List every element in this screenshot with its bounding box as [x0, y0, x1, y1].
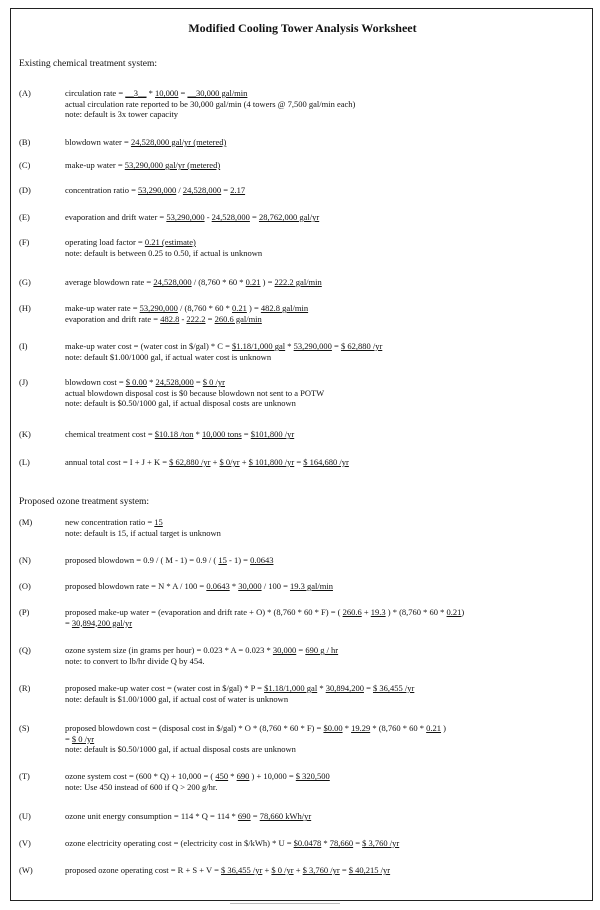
text-segment: / — [176, 185, 183, 195]
filled-value: 19.3 gal/min — [289, 581, 333, 591]
row-line — [65, 352, 585, 363]
text-segment: * — [146, 88, 156, 98]
filled-value: 690 g / hr — [305, 645, 339, 655]
text-segment: proposed blowdown cost = (disposal cost in $/gal) * O * (8,760 * 60 * F) = — [65, 723, 324, 733]
filled-value: 690 — [237, 811, 251, 821]
row-text — [65, 683, 585, 704]
worksheet-page — [10, 8, 593, 901]
filled-value: $1.18/1,000 gal — [264, 683, 318, 693]
filled-value: 19.29 — [351, 723, 371, 733]
row-line — [65, 237, 585, 248]
row-label: (S) — [19, 723, 30, 733]
filled-value: 0.21 (estimate) — [144, 237, 196, 247]
filled-value: 0.21 — [426, 723, 442, 733]
filled-value: $ 40,215 /yr — [348, 865, 391, 875]
filled-value: 53,290,000 — [139, 303, 178, 313]
row-line — [65, 618, 585, 629]
row-line — [65, 734, 585, 745]
row-line — [65, 341, 585, 352]
filled-value: $ 36,455 /yr — [372, 683, 415, 693]
filled-value: $1.18/1,000 gal — [232, 341, 286, 351]
text-segment: - — [204, 212, 212, 222]
text-segment: - 1) = — [226, 555, 251, 565]
section-proposed-heading: Proposed ozone treatment system: — [19, 497, 150, 507]
filled-value: 53,290,000 — [166, 212, 205, 222]
row-line — [65, 377, 585, 388]
text-segment: actual blowdown disposal cost is $0 because blowdown not sent to a POTW — [65, 387, 325, 398]
row-label: (O) — [19, 581, 31, 591]
text-segment: / (8,760 * 60 * — [191, 277, 246, 287]
row-text — [65, 811, 585, 822]
row-line — [65, 744, 585, 755]
row-text — [65, 581, 585, 592]
text-segment: = — [249, 212, 259, 222]
filled-value: 24,528,000 gal/yr (metered) — [130, 137, 227, 147]
filled-value: 24,528,000 — [182, 185, 222, 195]
row-text — [65, 303, 585, 324]
row-label: (B) — [19, 137, 31, 147]
filled-value: 222.2 gal/min — [274, 277, 322, 287]
text-segment: = — [221, 185, 231, 195]
text-segment: ozone system size (in grams per hour) = 0.023 * A = 0.023 * — [65, 645, 273, 655]
filled-value: 30,894,200 gal/yr — [71, 617, 133, 628]
text-segment: + — [239, 457, 249, 467]
row-line — [65, 517, 585, 528]
row-text — [65, 277, 585, 288]
text-segment: * — [342, 723, 352, 733]
text-segment: / 100 = — [261, 581, 290, 591]
filled-value: $0.0478 — [293, 838, 322, 848]
row-label: (V) — [19, 838, 31, 848]
row-text — [65, 517, 585, 538]
row-label: (K) — [19, 429, 31, 439]
row-text — [65, 457, 585, 468]
filled-value: 482.8 gal/min — [260, 303, 309, 313]
text-segment: + — [262, 865, 272, 875]
row-line — [65, 865, 585, 876]
row-line — [65, 248, 585, 259]
row-text — [65, 645, 585, 666]
text-segment: = — [178, 88, 188, 98]
filled-value: 450 — [215, 771, 229, 781]
row-line — [65, 457, 585, 468]
row-label: (W) — [19, 865, 33, 875]
text-segment: ) * (8,760 * 60 * — [385, 607, 447, 617]
text-segment: = — [205, 313, 215, 324]
row-text — [65, 555, 585, 566]
row-line — [65, 88, 585, 99]
text-segment: note: default is $1.00/1000 gal, if actual cost of water is unknown — [65, 693, 289, 704]
text-segment: proposed ozone operating cost = R + S + V = — [65, 865, 222, 875]
text-segment: note: to convert to lb/hr divide Q by 454. — [65, 655, 205, 666]
row-line — [65, 277, 585, 288]
row-label: (R) — [19, 683, 31, 693]
row-label: (Q) — [19, 645, 31, 655]
filled-value: $ 101,800 /yr — [248, 457, 295, 467]
filled-value: 482.8 — [160, 313, 180, 324]
filled-value: 260.6 gal/min — [214, 313, 262, 324]
row-line — [65, 607, 585, 618]
row-line — [65, 683, 585, 694]
row-line — [65, 314, 585, 325]
filled-value: 10,000 tons — [202, 429, 242, 439]
filled-value: 222.2 — [186, 313, 206, 324]
filled-value: 15 — [154, 517, 163, 527]
filled-value: $ 3,760 /yr — [362, 838, 400, 848]
text-segment: + — [293, 865, 303, 875]
row-label: (T) — [19, 771, 30, 781]
text-segment: note: default $1.00/1000 gal, if actual water cost is unknown — [65, 351, 272, 362]
filled-value: __3__ — [125, 88, 147, 98]
row-line — [65, 303, 585, 314]
text-segment: proposed make-up water cost = (water cost in $/gal) * P = — [65, 683, 265, 693]
text-segment: ) = — [260, 277, 275, 287]
row-line — [65, 185, 585, 196]
text-segment: = — [339, 865, 349, 875]
filled-value: $ 0/yr — [219, 457, 240, 467]
text-segment: = — [363, 683, 373, 693]
row-text — [65, 185, 585, 196]
filled-value: $ 0 /yr — [71, 733, 95, 744]
row-label: (H) — [19, 303, 31, 313]
row-line — [65, 212, 585, 223]
filled-value: 2.17 — [230, 185, 246, 195]
filled-value: 28,762,000 gal/yr — [258, 212, 320, 222]
filled-value: 24,528,000 — [155, 377, 194, 387]
text-segment: ) = — [246, 303, 261, 313]
text-segment: = — [296, 645, 306, 655]
text-segment: make-up water rate = — [65, 303, 140, 313]
text-segment: - — [179, 313, 187, 324]
row-line — [65, 99, 585, 110]
row-label: (L) — [19, 457, 30, 467]
text-segment: proposed blowdown rate = N * A / 100 = — [65, 581, 207, 591]
row-text — [65, 771, 585, 792]
filled-value: 53,290,000 — [293, 341, 332, 351]
text-segment: note: Use 450 instead of 600 if Q > 200 g/hr. — [65, 781, 218, 792]
text-segment: evaporation and drift rate = — [65, 313, 161, 324]
filled-value: 0.21 — [446, 607, 462, 617]
filled-value: 24,528,000 — [153, 277, 192, 287]
filled-value: $ 36,455 /yr — [221, 865, 263, 875]
text-segment: * — [317, 683, 326, 693]
text-segment: note: default is 15, if actual target is unknown — [65, 527, 221, 538]
text-segment: * — [193, 429, 202, 439]
text-segment: + — [210, 457, 220, 467]
row-label: (F) — [19, 237, 30, 247]
row-label: (P) — [19, 607, 30, 617]
filled-value: $0.00 — [323, 723, 343, 733]
filled-value: $ 164,680 /yr — [303, 457, 349, 467]
row-line — [65, 555, 585, 566]
text-segment: note: default is 3x tower capacity — [65, 109, 179, 119]
text-segment: = — [65, 617, 72, 628]
row-line — [65, 528, 585, 539]
text-segment: * — [147, 377, 156, 387]
row-text — [65, 212, 585, 223]
filled-value: $ 62,880 /yr — [340, 341, 383, 351]
text-segment: blowdown water = — [65, 137, 131, 147]
text-segment: / (8,760 * 60 * — [177, 303, 232, 313]
row-label: (U) — [19, 811, 31, 821]
text-segment: circulation rate = — [65, 88, 126, 98]
text-segment: average blowdown rate = — [65, 277, 154, 287]
row-label: (I) — [19, 341, 28, 351]
text-segment: actual circulation rate reported to be 30,000 gal/min (4 towers @ 7,500 gal/min each) — [65, 98, 356, 109]
filled-value: 78,660 — [329, 838, 354, 848]
row-line — [65, 388, 585, 399]
row-line — [65, 645, 585, 656]
text-segment: annual total cost = I + J + K = — [65, 457, 170, 467]
text-segment: = — [65, 733, 72, 744]
row-text — [65, 237, 585, 258]
text-segment: + — [361, 607, 371, 617]
row-text — [65, 865, 585, 876]
text-segment: = — [331, 341, 341, 351]
text-segment: operating load factor = — [65, 237, 145, 247]
text-segment: = — [241, 429, 251, 439]
row-label: (G) — [19, 277, 31, 287]
row-text — [65, 88, 585, 120]
row-line — [65, 811, 585, 822]
text-segment: note: default is between 0.25 to 0.50, if actual is unknown — [65, 247, 263, 258]
filled-value: $ 0.00 — [125, 377, 147, 387]
text-segment: = — [353, 838, 363, 848]
filled-value: 53,290,000 gal/yr (metered) — [124, 160, 221, 170]
row-label: (D) — [19, 185, 31, 195]
text-segment: * (8,760 * 60 * — [370, 723, 427, 733]
row-label: (C) — [19, 160, 31, 170]
filled-value: $ 62,880 /yr — [169, 457, 211, 467]
filled-value: $ 0 /yr — [202, 377, 225, 387]
text-segment: ozone unit energy consumption = 114 * Q = 114 * — [65, 811, 238, 821]
row-line — [65, 160, 585, 171]
row-text — [65, 137, 585, 148]
filled-value: 260.6 — [342, 607, 362, 617]
worksheet-title: Modified Cooling Tower Analysis Worksheet — [188, 21, 417, 35]
text-segment: new concentration ratio = — [65, 517, 155, 527]
filled-value: $ 3,760 /yr — [302, 865, 340, 875]
scan-mark — [230, 903, 340, 904]
filled-value: 53,290,000 — [138, 185, 177, 195]
row-text — [65, 838, 585, 849]
text-segment: ozone system cost = (600 * Q) + 10,000 = ( — [65, 771, 216, 781]
text-segment: note: default is $0.50/1000 gal, if actual disposal costs are unknown — [65, 744, 296, 754]
filled-value: $10.18 /ton — [154, 429, 194, 439]
row-line — [65, 429, 585, 440]
row-line — [65, 782, 585, 793]
text-segment: ) — [441, 723, 446, 733]
text-segment: * — [285, 341, 294, 351]
text-segment: proposed blowdown = 0.9 / ( M - 1) = 0.9 / ( — [65, 555, 219, 565]
row-line — [65, 656, 585, 667]
filled-value: 30,000 — [238, 581, 262, 591]
text-segment: ) — [461, 607, 465, 617]
row-text — [65, 160, 585, 171]
row-text — [65, 341, 585, 362]
filled-value: 10,000 — [155, 88, 179, 98]
filled-value: 15 — [218, 555, 227, 565]
text-segment: ozone electricity operating cost = (electricity cost in $/kWh) * U = — [65, 838, 294, 848]
filled-value: 30,894,200 — [325, 683, 364, 693]
filled-value: 0.0643 — [250, 555, 274, 565]
row-line — [65, 723, 585, 734]
row-line — [65, 137, 585, 148]
text-segment: chemical treatment cost = — [65, 429, 155, 439]
text-segment: concentration ratio = — [65, 185, 139, 195]
row-line — [65, 694, 585, 705]
row-text — [65, 429, 585, 440]
text-segment: note: default is $0.50/1000 gal, if actual disposal costs are unknown — [65, 398, 296, 408]
filled-value: 0.21 — [231, 303, 247, 313]
text-segment: * — [228, 771, 237, 781]
text-segment: * — [229, 581, 239, 591]
text-segment: = — [193, 377, 203, 387]
row-text — [65, 377, 585, 409]
row-text — [65, 723, 585, 755]
text-segment: * — [321, 838, 330, 848]
text-segment: make-up water cost = (water cost in $/gal) * C = — [65, 341, 233, 351]
section-existing-heading: Existing chemical treatment system: — [19, 59, 157, 69]
filled-value: $ 320,500 — [295, 771, 330, 781]
filled-value: 690 — [236, 771, 250, 781]
row-label: (E) — [19, 212, 30, 222]
text-segment: = — [250, 811, 260, 821]
text-segment: evaporation and drift water = — [65, 212, 167, 222]
text-segment: blowdown cost = — [65, 377, 126, 387]
row-line — [65, 771, 585, 782]
row-label: (M) — [19, 517, 33, 527]
row-line — [65, 838, 585, 849]
filled-value: 0.21 — [245, 277, 261, 287]
row-line — [65, 398, 585, 409]
filled-value: 24,528,000 — [211, 212, 250, 222]
row-line — [65, 581, 585, 592]
text-segment: ) + 10,000 = — [249, 771, 296, 781]
text-segment: proposed make-up water = (evaporation and drift rate + O) * (8,760 * 60 * F) = ( — [65, 607, 343, 617]
row-label: (A) — [19, 88, 31, 98]
row-label: (J) — [19, 377, 28, 387]
text-segment: make-up water = — [65, 160, 125, 170]
filled-value: __30,000 gal/min — [187, 88, 248, 98]
row-text — [65, 607, 585, 628]
filled-value: 78,660 kWh/yr — [259, 811, 312, 821]
filled-value: $101,800 /yr — [250, 429, 295, 439]
row-line — [65, 109, 585, 120]
filled-value: $ 0 /yr — [271, 865, 294, 875]
filled-value: 30,000 — [272, 645, 297, 655]
filled-value: 0.0643 — [206, 581, 230, 591]
row-label: (N) — [19, 555, 31, 565]
text-segment: = — [294, 457, 304, 467]
filled-value: 19.3 — [370, 607, 386, 617]
